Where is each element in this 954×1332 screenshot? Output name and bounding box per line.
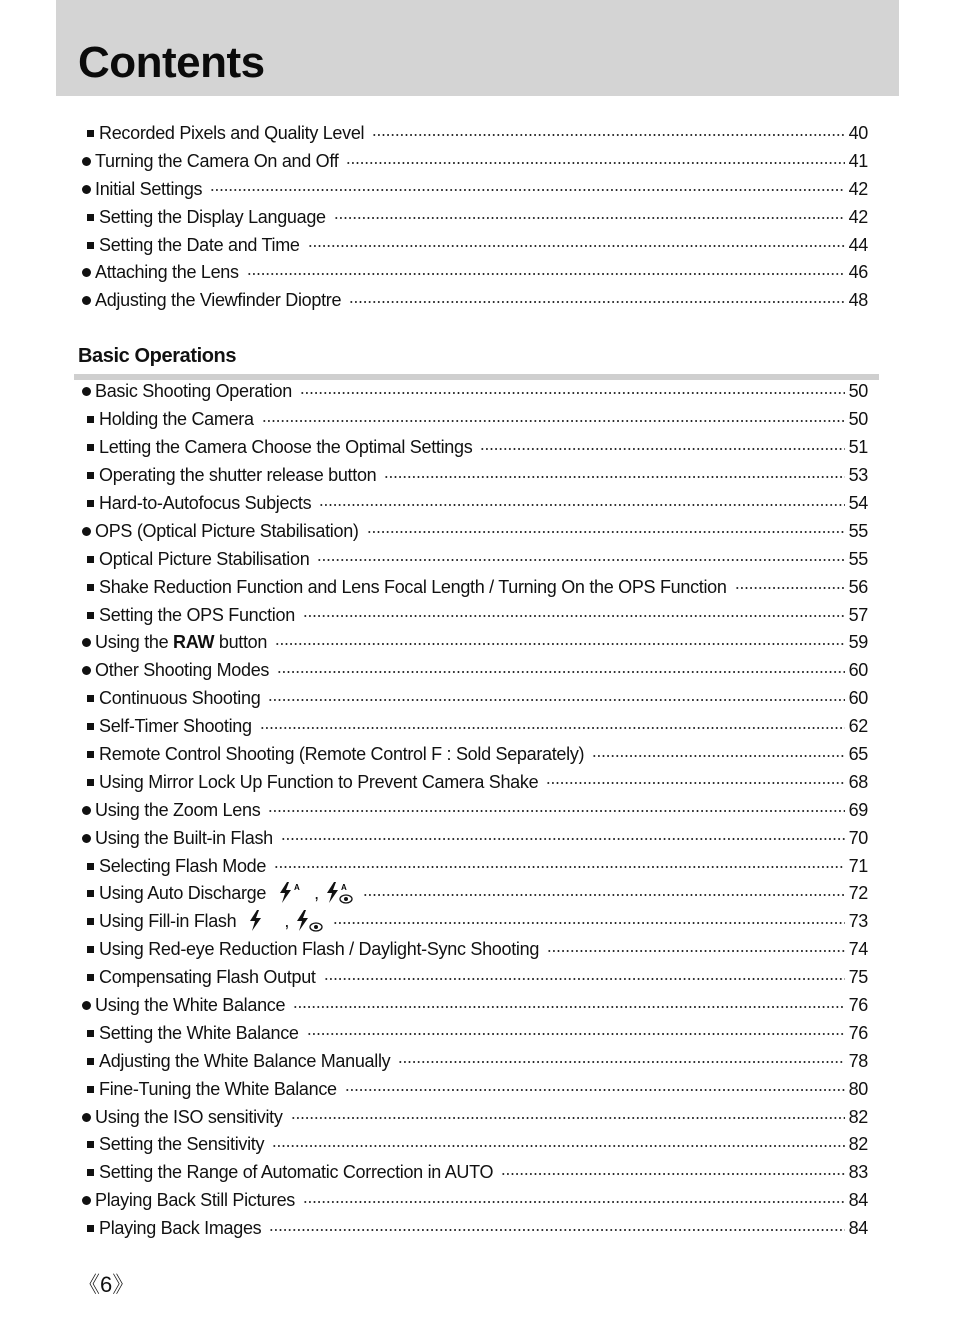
- square-bullet-icon: [87, 214, 94, 221]
- toc-entry[interactable]: [78, 824, 868, 852]
- dot-leader: [480, 448, 845, 450]
- square-bullet-icon: [87, 695, 94, 702]
- bullet-icon: [82, 638, 91, 647]
- section-title-basic-operations: Basic Operations: [78, 345, 237, 367]
- toc-entry-page: 78: [848, 1050, 868, 1071]
- toc-entry-page: 50: [848, 409, 868, 430]
- toc-entry[interactable]: [78, 657, 868, 685]
- flash-auto-icon: [278, 882, 308, 906]
- toc-entry-label: Optical Picture Stabilisation: [99, 548, 310, 569]
- toc-entry-label: Setting the Date and Time: [99, 234, 300, 255]
- dot-leader: [303, 615, 845, 617]
- dot-leader: [345, 1089, 845, 1091]
- toc-entry-page: 70: [848, 827, 868, 848]
- toc-entry-page: 84: [848, 1218, 868, 1239]
- square-bullet-icon: [87, 779, 94, 786]
- toc-entry[interactable]: [78, 1187, 868, 1215]
- toc-entry[interactable]: [78, 768, 868, 796]
- toc-entry-page: 42: [848, 178, 868, 199]
- toc-entry-label: Hard-to-Autofocus Subjects: [99, 493, 312, 513]
- dot-leader: [546, 782, 845, 784]
- toc-entry[interactable]: [78, 685, 868, 713]
- toc-entry-page: 65: [848, 744, 868, 765]
- toc-entry-label: Using the RAW button: [95, 632, 268, 653]
- dot-leader: [592, 755, 845, 757]
- dot-leader: [281, 838, 845, 840]
- square-bullet-icon: [87, 584, 94, 591]
- toc-entry[interactable]: [78, 462, 868, 490]
- square-bullet-icon: [87, 918, 94, 925]
- toc-entry[interactable]: [78, 796, 868, 824]
- toc-entry[interactable]: [78, 880, 868, 908]
- toc-entry-page: 57: [848, 604, 868, 625]
- page-number: 《6》: [78, 1272, 135, 1297]
- dot-leader: [346, 162, 845, 164]
- toc-entry[interactable]: [78, 406, 868, 434]
- toc-entry-label: Turning the Camera On and Off: [95, 151, 339, 172]
- toc-entry[interactable]: [78, 573, 868, 601]
- dot-leader: [547, 950, 845, 952]
- bullet-icon: [82, 268, 91, 277]
- square-bullet-icon: [87, 416, 94, 423]
- dot-leader: [324, 978, 845, 980]
- toc-top-list: [78, 120, 868, 315]
- toc-entry-label: Adjusting the Viewfinder Dioptre: [95, 290, 342, 311]
- toc-entry-label: Compensating Flash Output: [99, 967, 316, 988]
- dot-leader: [319, 504, 845, 506]
- square-bullet-icon: [87, 1030, 94, 1037]
- bullet-icon: [82, 185, 91, 194]
- square-bullet-icon: [87, 242, 94, 249]
- toc-entry[interactable]: [78, 259, 868, 287]
- dot-leader: [275, 643, 845, 645]
- flash-mode-icons: [278, 882, 355, 906]
- toc-entry[interactable]: [78, 1159, 868, 1187]
- toc-entry-page: 68: [848, 771, 868, 792]
- bullet-icon: [82, 1113, 91, 1122]
- dot-leader: [363, 894, 845, 896]
- dot-leader: [384, 476, 845, 478]
- toc-entry-label: Using Auto Discharge: [99, 883, 267, 904]
- toc-entry-label: Recorded Pixels and Quality Level: [99, 123, 365, 144]
- toc-entry-page: 76: [848, 1022, 868, 1043]
- toc-entry-page: 42: [848, 206, 868, 227]
- toc-entry-label: Fine-Tuning the White Balance: [99, 1078, 337, 1099]
- dot-leader: [260, 727, 845, 729]
- toc-entry[interactable]: [78, 378, 868, 406]
- dot-leader: [300, 392, 845, 394]
- square-bullet-icon: [87, 890, 94, 897]
- toc-entry[interactable]: [78, 1075, 868, 1103]
- dot-leader: [349, 301, 845, 303]
- toc-entry[interactable]: [78, 741, 868, 769]
- flash-auto-redeye-icon: [325, 882, 355, 906]
- square-bullet-icon: [87, 1225, 94, 1232]
- square-bullet-icon: [87, 556, 94, 563]
- toc-entry[interactable]: [78, 601, 868, 629]
- toc-entry-label: Remote Control Shooting (Remote Control F : Sold Separately): [99, 744, 585, 765]
- toc-entry-page: 72: [848, 883, 868, 904]
- toc-entry-page: 62: [848, 716, 868, 737]
- toc-entry-page: 74: [848, 939, 868, 960]
- toc-entry[interactable]: [78, 490, 868, 518]
- toc-entry-label: Continuous Shooting: [99, 688, 261, 709]
- dot-leader: [334, 217, 845, 219]
- dot-leader: [735, 587, 845, 589]
- toc-entry[interactable]: [78, 148, 868, 176]
- flash-mode-icons: [248, 910, 325, 934]
- toc-entry[interactable]: [78, 964, 868, 992]
- square-bullet-icon: [87, 130, 94, 137]
- square-bullet-icon: [87, 444, 94, 451]
- toc-entry-page: 84: [848, 1190, 868, 1211]
- toc-entry-page: 60: [848, 660, 868, 681]
- toc-entry-label: Operating the shutter release button: [99, 465, 377, 486]
- svg-text:A: A: [294, 882, 300, 892]
- dot-leader: [308, 245, 845, 247]
- toc-entry-page: 59: [848, 632, 868, 653]
- toc-entry-label: Setting the Display Language: [99, 206, 326, 227]
- square-bullet-icon: [87, 1086, 94, 1093]
- toc-entry-page: 54: [848, 493, 868, 513]
- toc-entry-label: Setting the OPS Function: [99, 604, 295, 625]
- bullet-icon: [82, 157, 91, 166]
- toc-entry-label: Using the ISO sensitivity: [95, 1106, 283, 1127]
- toc-entry-page: 51: [848, 437, 868, 458]
- toc-entry-page: 44: [848, 234, 868, 255]
- toc-entry-label: Using the Built-in Flash: [95, 827, 273, 848]
- toc-entry-page: 41: [848, 151, 868, 172]
- toc-entry[interactable]: [78, 908, 868, 936]
- bullet-icon: [82, 834, 91, 843]
- bullet-icon: [82, 387, 91, 396]
- toc-entry-label: Attaching the Lens: [95, 262, 239, 283]
- square-bullet-icon: [87, 1058, 94, 1065]
- toc-entry[interactable]: [78, 120, 868, 148]
- toc-entry[interactable]: [78, 176, 868, 204]
- toc-basic-list: [78, 378, 868, 1243]
- dot-leader: [291, 1117, 845, 1119]
- toc-entry-page: 83: [848, 1162, 868, 1183]
- toc-entry[interactable]: [78, 517, 868, 545]
- toc-entry-page: 69: [848, 799, 868, 820]
- dot-leader: [268, 699, 845, 701]
- bullet-icon: [82, 296, 91, 305]
- toc-entry-label: Basic Shooting Operation: [95, 381, 292, 402]
- toc-entry-page: 80: [848, 1078, 868, 1099]
- toc-entry-label: OPS (Optical Picture Stabilisation): [95, 520, 359, 541]
- toc-entry-page: 56: [848, 576, 868, 597]
- toc-entry-page: 55: [848, 520, 868, 541]
- toc-entry[interactable]: [78, 203, 868, 231]
- toc-entry[interactable]: [78, 936, 868, 964]
- bullet-icon: [82, 527, 91, 536]
- toc-entry[interactable]: [78, 1103, 868, 1131]
- dot-leader: [317, 559, 845, 561]
- toc-entry-label: Setting the White Balance: [99, 1022, 299, 1043]
- toc-entry[interactable]: [78, 1019, 868, 1047]
- dot-leader: [268, 810, 845, 812]
- toc-entry-label: Letting the Camera Choose the Optimal Settings: [99, 437, 473, 458]
- icon-separator: ,: [314, 883, 319, 904]
- toc-entry-page: 82: [848, 1134, 868, 1155]
- square-bullet-icon: [87, 612, 94, 619]
- toc-entry-page: 60: [848, 688, 868, 709]
- toc-entry-page: 53: [848, 465, 868, 486]
- toc-entry-label: Selecting Flash Mode: [99, 855, 267, 876]
- toc-entry-label: Other Shooting Modes: [95, 660, 270, 681]
- dot-leader: [307, 1033, 845, 1035]
- toc-entry-page: 82: [848, 1106, 868, 1127]
- toc-entry-label: Holding the Camera: [99, 409, 254, 430]
- toc-entry-label: Using Red-eye Reduction Flash / Daylight-Sync Shooting: [99, 939, 540, 960]
- square-bullet-icon: [87, 974, 94, 981]
- dot-leader: [272, 1145, 845, 1147]
- icon-separator: ,: [284, 911, 290, 932]
- toc-entry[interactable]: [78, 231, 868, 259]
- toc-entry[interactable]: [78, 852, 868, 880]
- toc-entry[interactable]: [78, 629, 868, 657]
- dot-leader: [367, 531, 845, 533]
- dot-leader: [247, 273, 845, 275]
- bullet-icon: [82, 1196, 91, 1205]
- toc-entry-label: Using the White Balance: [95, 995, 286, 1016]
- toc-entry[interactable]: [78, 1047, 868, 1075]
- header-band: [56, 0, 899, 96]
- toc-entry-page: 48: [848, 290, 868, 311]
- toc-entry[interactable]: [78, 992, 868, 1020]
- flash-redeye-icon: [295, 910, 325, 934]
- toc-entry-page: 75: [848, 967, 868, 988]
- toc-entry-page: 46: [848, 262, 868, 283]
- page-title: Contents: [78, 38, 265, 87]
- toc-entry[interactable]: [78, 434, 868, 462]
- dot-leader: [398, 1061, 845, 1063]
- flash-icon: [248, 910, 278, 934]
- toc-entry-label: Using the Zoom Lens: [95, 799, 261, 820]
- toc-entry-label: Initial Settings: [95, 178, 203, 199]
- square-bullet-icon: [87, 1141, 94, 1148]
- toc-entry-label: Using Mirror Lock Up Function to Prevent Camera Shake: [99, 771, 539, 792]
- dot-leader: [303, 1201, 845, 1203]
- bullet-icon: [82, 806, 91, 815]
- toc-entry-label: Self-Timer Shooting: [99, 716, 252, 737]
- toc-entry-page: 76: [848, 995, 868, 1016]
- dot-leader: [277, 671, 845, 673]
- toc-entry[interactable]: [78, 287, 868, 315]
- toc-entry-label: Setting the Range of Automatic Correction in AUTO: [99, 1162, 494, 1183]
- toc-entry-label: Playing Back Images: [99, 1218, 262, 1239]
- dot-leader: [293, 1006, 845, 1008]
- square-bullet-icon: [87, 946, 94, 953]
- square-bullet-icon: [87, 500, 94, 507]
- toc-entry[interactable]: [78, 1215, 868, 1243]
- square-bullet-icon: [87, 863, 94, 870]
- dot-leader: [262, 420, 845, 422]
- square-bullet-icon: [87, 472, 94, 479]
- toc-entry[interactable]: [78, 713, 868, 741]
- bullet-icon: [82, 1001, 91, 1010]
- dot-leader: [210, 189, 845, 191]
- toc-entry-page: 55: [848, 548, 868, 569]
- toc-entry-page: 73: [848, 911, 868, 932]
- dot-leader: [333, 922, 845, 924]
- toc-entry-page: 50: [848, 381, 868, 402]
- dot-leader: [501, 1173, 845, 1175]
- dot-leader: [274, 866, 845, 868]
- svg-text:A: A: [340, 882, 347, 892]
- bullet-icon: [82, 666, 91, 675]
- toc-entry-label: Setting the Sensitivity: [99, 1134, 265, 1155]
- toc-entry-page: 40: [848, 123, 868, 144]
- toc-entry-label: Playing Back Still Pictures: [95, 1190, 295, 1211]
- toc-entry[interactable]: [78, 545, 868, 573]
- square-bullet-icon: [87, 751, 94, 758]
- square-bullet-icon: [87, 1169, 94, 1176]
- dot-leader: [372, 134, 845, 136]
- square-bullet-icon: [87, 723, 94, 730]
- toc-entry-label: Using Fill-in Flash: [99, 911, 237, 932]
- toc-entry[interactable]: [78, 1131, 868, 1159]
- dot-leader: [269, 1229, 845, 1231]
- toc-entry-label: Shake Reduction Function and Lens Focal Length / Turning On the OPS Function: [99, 576, 727, 597]
- toc-entry-label: Adjusting the White Balance Manually: [99, 1050, 391, 1071]
- toc-entry-page: 71: [848, 855, 868, 876]
